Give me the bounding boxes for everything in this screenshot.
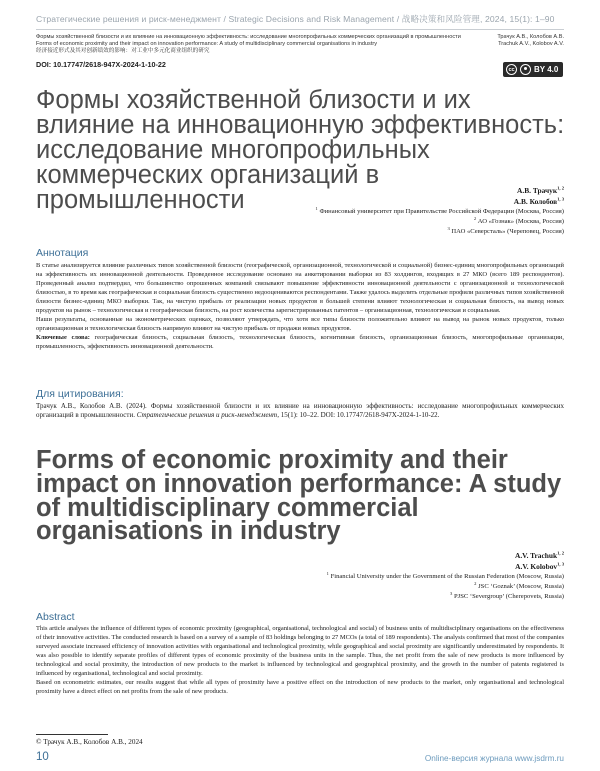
en-author-1 bbox=[515, 551, 564, 560]
header-divider bbox=[36, 29, 564, 30]
author-name: A.V. Kolobov bbox=[515, 562, 558, 571]
cite-tail: 15(1): 10–22. DOI: 10.17747/2618-947X-2024-1-10-22. bbox=[280, 411, 440, 420]
affil-text: JSC ‘Goznak’ (Moscow, Russia) bbox=[478, 583, 564, 590]
citation bbox=[36, 402, 564, 421]
affil-text: ПАО «Северсталь» (Череповец, Россия) bbox=[451, 228, 564, 235]
ru-author-1 bbox=[517, 186, 564, 195]
running-authors-ru: Трачук А.В., Колобов А.В. bbox=[497, 34, 564, 40]
journal-url-link[interactable]: Online-версия журнала www.jsdrm.ru bbox=[424, 754, 564, 763]
page-number: 10 bbox=[36, 751, 49, 763]
ru-abstract-heading: Аннотация bbox=[36, 247, 89, 259]
ru-article-title: Формы хозяйственной близости и их влияние на инновационную эффективность: исследование многопрофильных коммерческих организаций в промышленности bbox=[36, 86, 565, 214]
copyright: © Трачук А.В., Колобов А.В., 2024 bbox=[36, 738, 143, 746]
author-sup: 1, 3 bbox=[557, 196, 564, 202]
en-abstract bbox=[36, 624, 564, 696]
author-name: А.В. Колобов bbox=[513, 197, 558, 206]
en-abstract-paragraph: Based on econometric estimates, our results suggest that while all types of proximity have a positive effect on the introduction of new products to the market, only organisational and technological proximity have a direct effect on net profits from the sale of new products. bbox=[36, 679, 564, 696]
author-sup: 1, 2 bbox=[557, 550, 564, 556]
en-author-2 bbox=[515, 562, 564, 571]
affil-sup: 2 bbox=[474, 580, 477, 586]
en-abstract-paragraph: This article analyses the influence of different types of economic proximity (geographical, organisational, technological and social) of business units of multidisciplinary organisations on the effectiveness of their innovative activities. The conducted research is based on a survey of a sample of 83 holdings belonging to 27 MCOs (a total of 189 respondents). The analysis confirmed that most of the companies surveyed associate increased efficiency of innovation activities with organisational and technological proximity, while geographical and social proximity are significantly underestimated by respondents. It was also possible to identify separate profiles of different types of economic proximity of the business units in the sample. Thus, the net profit from the sale of new products is more influenced by technological and social proximity, the introduction of new products to the market is influenced by technological and geographical proximity, and the growth in the number of patents registered is influenced by organisational, technological and social proximity. bbox=[36, 625, 564, 678]
attribution-icon bbox=[520, 64, 531, 75]
affil-text: PJSC ‘Severgroup’ (Cherepovets, Russia) bbox=[453, 593, 564, 600]
en-abstract-heading: Abstract bbox=[36, 611, 75, 623]
license-label: BY 4.0 bbox=[534, 65, 559, 74]
cite-heading: Для цитирования: bbox=[36, 388, 124, 400]
cc-icon: cc bbox=[506, 64, 517, 75]
running-title-ru: Формы хозяйственной близости и их влияние на инновационную эффективность: исследование многопрофильных коммерческих организаций в промышленности bbox=[36, 34, 461, 40]
author-sup: 1, 2 bbox=[557, 185, 564, 191]
en-affiliation-1 bbox=[326, 570, 564, 580]
en-affiliation-3 bbox=[450, 590, 564, 600]
affil-text: АО «Гознак» (Москва, Россия) bbox=[477, 218, 564, 225]
ru-author-2 bbox=[514, 197, 564, 206]
ru-keywords bbox=[36, 333, 564, 351]
ru-affiliation-1 bbox=[315, 205, 564, 215]
doi[interactable]: DOI: 10.17747/2618-947X-2024-1-10-22 bbox=[36, 60, 166, 69]
author-name: А.В. Трачук bbox=[517, 186, 558, 195]
cc-license-badge[interactable] bbox=[503, 62, 563, 77]
ru-abstract bbox=[36, 261, 564, 351]
affil-sup: 3 bbox=[450, 590, 453, 596]
ru-affiliation-3 bbox=[447, 225, 564, 235]
affil-sup: 3 bbox=[447, 225, 450, 231]
running-title bbox=[36, 34, 476, 54]
cite-journal: Стратегические решения и риск-менеджмент, bbox=[136, 411, 280, 420]
ru-affiliation-2 bbox=[473, 215, 564, 225]
affil-text: Financial University under the Government of the Russian Federation (Moscow, Russia) bbox=[330, 573, 564, 580]
en-article-title: Forms of economic proximity and their impact on innovation performance: A study of multidisciplinary commercial organisations in industry bbox=[36, 446, 562, 546]
running-title-en: Forms of economic proximity and their impact on innovation performance: A study of multidisciplinary commercial organisations in industry bbox=[36, 40, 378, 47]
affil-text: Финансовый университет при Правительстве Российской Федерации (Москва, Россия) bbox=[319, 208, 564, 215]
affil-sup: 1 bbox=[315, 205, 318, 211]
affil-sup: 2 bbox=[473, 215, 477, 221]
keywords-label: Ключевые слова: bbox=[36, 334, 90, 342]
running-authors bbox=[497, 34, 564, 48]
en-affiliation-2 bbox=[474, 580, 564, 590]
ru-abstract-paragraph: В статье анализируется влияние различных типов хозяйственной близости (географической, организационной, технологической и социальной) бизнес-единиц многопрофильных организаций на эффективность их инновационной деятельности. Проведенное исследование основано на анкетировании выборки из 83 холдингов, входящих в 27 МКО (всего 189 респондентов). Проведенный анализ подтвердил, что большинство опрошенных компаний связывают повышение эффективности инновационной деятельности с организационной и технологической близостью, в то время как географическая и социальная близость существенно недооцениваются респондентами. Также удалось выделить отдельные профили различных типов хозяйственной близости бизнес-единиц МКО выборки. Так, на чистую прибыль от реализации новых продуктов в большей степени влияют технологическая и социальная близость, на вывод новых продуктов на рынок – технологическая и географическая близость, на рост количества зарегистрированных патентов – организационная, технологическая и социальная. bbox=[36, 262, 564, 315]
author-sup: 1, 3 bbox=[557, 561, 564, 567]
ru-abstract-paragraph: Наши результаты, основанные на эконометрических оценках, позволяют утверждать, что хотя все типы близости положительно влияют на вывод на рынок новых продуктов, только организационная и технологическая близость напрямую влияют на чистую прибыль от продажи новых продуктов. bbox=[36, 316, 564, 333]
running-authors-en: Trachuk A.V., Kolobov A.V. bbox=[498, 40, 564, 47]
affil-sup: 1 bbox=[326, 570, 329, 576]
copyright-divider bbox=[36, 734, 108, 735]
journal-header: Стратегические решения и риск-менеджмент / Strategic Decisions and Risk Management / 战略决策和风险管理, 2024, 15(1): 1–90 bbox=[36, 14, 555, 24]
running-title-zh: 经济接近形式及其对创新绩效的影响：对工业中多元化商业组织的研究 bbox=[36, 47, 210, 54]
author-name: A.V. Trachuk bbox=[515, 551, 558, 560]
keywords-text: географическая близость, социальная близость, технологическая близость, когнитивная близость, организационная близость, многопрофильные организации, промышленность, эффективность инновационной деятельности. bbox=[36, 334, 564, 351]
cite-text: Трачук А.В., Колобов А.В. (2024). Формы хозяйственной близости и их влияние на инновационную эффективность: исследование многопрофильных коммерческих организаций в промышленности. bbox=[36, 402, 564, 420]
